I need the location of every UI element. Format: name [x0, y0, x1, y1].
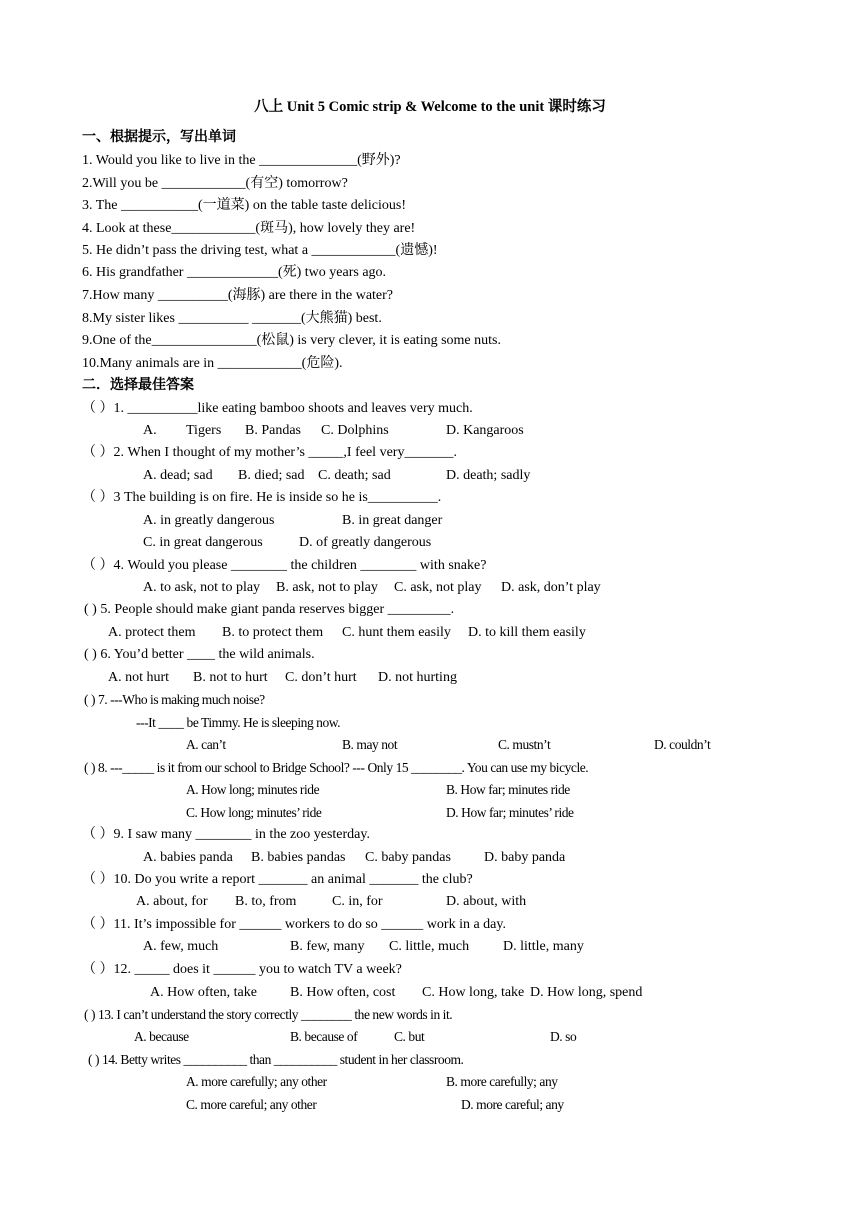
option-d: D. How long, spend: [530, 985, 643, 1000]
question-10: （ ）10. Do you write a report _______ an animal _______ the club?: [82, 872, 473, 887]
option-b: B. babies pandas: [251, 850, 346, 865]
question-4: （ ）4. Would you please ________ the children ________ with snake?: [82, 558, 487, 573]
option-b: B. to, from: [235, 894, 297, 909]
option-a-label: A.: [143, 423, 157, 438]
option-c: C. little, much: [389, 939, 470, 954]
fill-item-2: 2.Will you be ____________(有空) tomorrow?: [82, 176, 348, 191]
question-9: （ ）9. I saw many ________ in the zoo yesterday.: [82, 827, 370, 842]
question-7: ( ) 7. ---Who is making much noise?: [84, 692, 265, 707]
option-b: B. because of: [290, 1029, 358, 1044]
option-b: B. How far; minutes ride: [446, 782, 570, 797]
option-c: C. hunt them easily: [342, 625, 451, 640]
section-heading-2: 二．选择最佳答案: [82, 378, 194, 393]
fill-item-10: 10.Many animals are in ____________(危险).: [82, 356, 343, 371]
option-b: B. few, many: [290, 939, 365, 954]
page-title: 八上 Unit 5 Comic strip & Welcome to the unit 课时练习: [254, 99, 606, 115]
question-13: ( ) 13. I can’t understand the story correctly ________ the new words in it.: [84, 1007, 453, 1022]
question-6: ( ) 6. You’d better ____ the wild animals.: [84, 647, 315, 662]
option-d: D. baby panda: [484, 850, 566, 865]
option-b: B. more carefully; any: [446, 1074, 558, 1089]
option-a: A. more carefully; any other: [186, 1074, 327, 1089]
option-a: Tigers: [186, 423, 222, 438]
option-b: B. How often, cost: [290, 985, 396, 1000]
option-a: A. babies panda: [143, 850, 233, 865]
question-3: （ ）3 The building is on fire. He is inside so he is__________.: [82, 490, 442, 505]
fill-item-6: 6. His grandfather _____________(死) two years ago.: [82, 265, 387, 280]
option-b: B. in great danger: [342, 513, 443, 528]
fill-item-3: 3. The ___________(一道菜) on the table taste delicious!: [82, 198, 407, 213]
question-12: （ ）12. _____ does it ______ you to watch TV a week?: [82, 962, 402, 977]
option-d: D. not hurting: [378, 670, 457, 685]
option-a: A. about, for: [136, 894, 208, 909]
option-c: C. Dolphins: [321, 423, 389, 438]
option-c: C. in, for: [332, 894, 383, 909]
option-c: C. death; sad: [318, 468, 391, 483]
option-d: D. so: [550, 1029, 577, 1044]
option-a: A. How often, take: [150, 985, 257, 1000]
option-a: A. in greatly dangerous: [143, 513, 275, 528]
option-c: C. mustn’t: [498, 737, 551, 752]
option-c: C. but: [394, 1029, 425, 1044]
option-c: C. more careful; any other: [186, 1097, 317, 1112]
fill-item-1: 1. Would you like to live in the ______________(野外)?: [82, 153, 401, 168]
option-d: D. couldn’t: [654, 737, 711, 752]
question-8: ( ) 8. ---_____ is it from our school to Bridge School? --- Only 15 ________. You can use my bicycle.: [84, 760, 589, 775]
option-c: C. baby pandas: [365, 850, 451, 865]
option-a: A. dead; sad: [143, 468, 213, 483]
fill-item-7: 7.How many __________(海豚) are there in the water?: [82, 288, 394, 303]
option-a: A. few, much: [143, 939, 219, 954]
option-c: C. How long; minutes’ ride: [186, 805, 322, 820]
question-11: （ ）11. It’s impossible for ______ workers to do so ______ work in a day.: [82, 917, 506, 932]
option-c: C. don’t hurt: [285, 670, 357, 685]
option-a: A. because: [134, 1029, 189, 1044]
fill-item-8: 8.My sister likes __________ _______(大熊猫) best.: [82, 311, 382, 326]
fill-item-4: 4. Look at these____________(斑马), how lovely they are!: [82, 221, 416, 236]
option-d: D. little, many: [503, 939, 584, 954]
question-5: ( ) 5. People should make giant panda reserves bigger _________.: [84, 602, 455, 617]
option-d: D. How far; minutes’ ride: [446, 805, 574, 820]
option-d: D. to kill them easily: [468, 625, 586, 640]
question-1: （ ）1. __________like eating bamboo shoots and leaves very much.: [82, 401, 473, 416]
fill-item-5: 5. He didn’t pass the driving test, what a ____________(遗憾)!: [82, 243, 438, 258]
option-a: A. to ask, not to play: [143, 580, 261, 595]
question-2: （ ）2. When I thought of my mother’s _____,I feel very_______.: [82, 445, 457, 460]
option-b: B. not to hurt: [193, 670, 268, 685]
section-heading-1: 一、根据提示，写出单词: [82, 130, 236, 145]
option-c: C. How long, take: [422, 985, 525, 1000]
option-d: D. more careful; any: [461, 1097, 564, 1112]
option-b: B. ask, not to play: [276, 580, 378, 595]
question-7-dialogue: ---It ____ be Timmy. He is sleeping now.: [136, 715, 341, 730]
option-c: C. ask, not play: [394, 580, 482, 595]
option-a: A. protect them: [108, 625, 196, 640]
option-b: B. may not: [342, 737, 398, 752]
option-d: D. Kangaroos: [446, 423, 524, 438]
option-d: D. ask, don’t play: [501, 580, 601, 595]
option-a: A. can’t: [186, 737, 226, 752]
option-b: B. to protect them: [222, 625, 324, 640]
option-a: A. not hurt: [108, 670, 170, 685]
fill-item-9: 9.One of the_______________(松鼠) is very clever, it is eating some nuts.: [82, 333, 501, 348]
option-a: A. How long; minutes ride: [186, 782, 320, 797]
question-14: ( ) 14. Betty writes __________ than __________ student in her classroom.: [88, 1052, 464, 1067]
option-d: D. of greatly dangerous: [299, 535, 432, 550]
option-d: D. death; sadly: [446, 468, 531, 483]
option-c: C. in great dangerous: [143, 535, 263, 550]
option-d: D. about, with: [446, 894, 527, 909]
option-b: B. died; sad: [238, 468, 305, 483]
option-b: B. Pandas: [245, 423, 301, 438]
